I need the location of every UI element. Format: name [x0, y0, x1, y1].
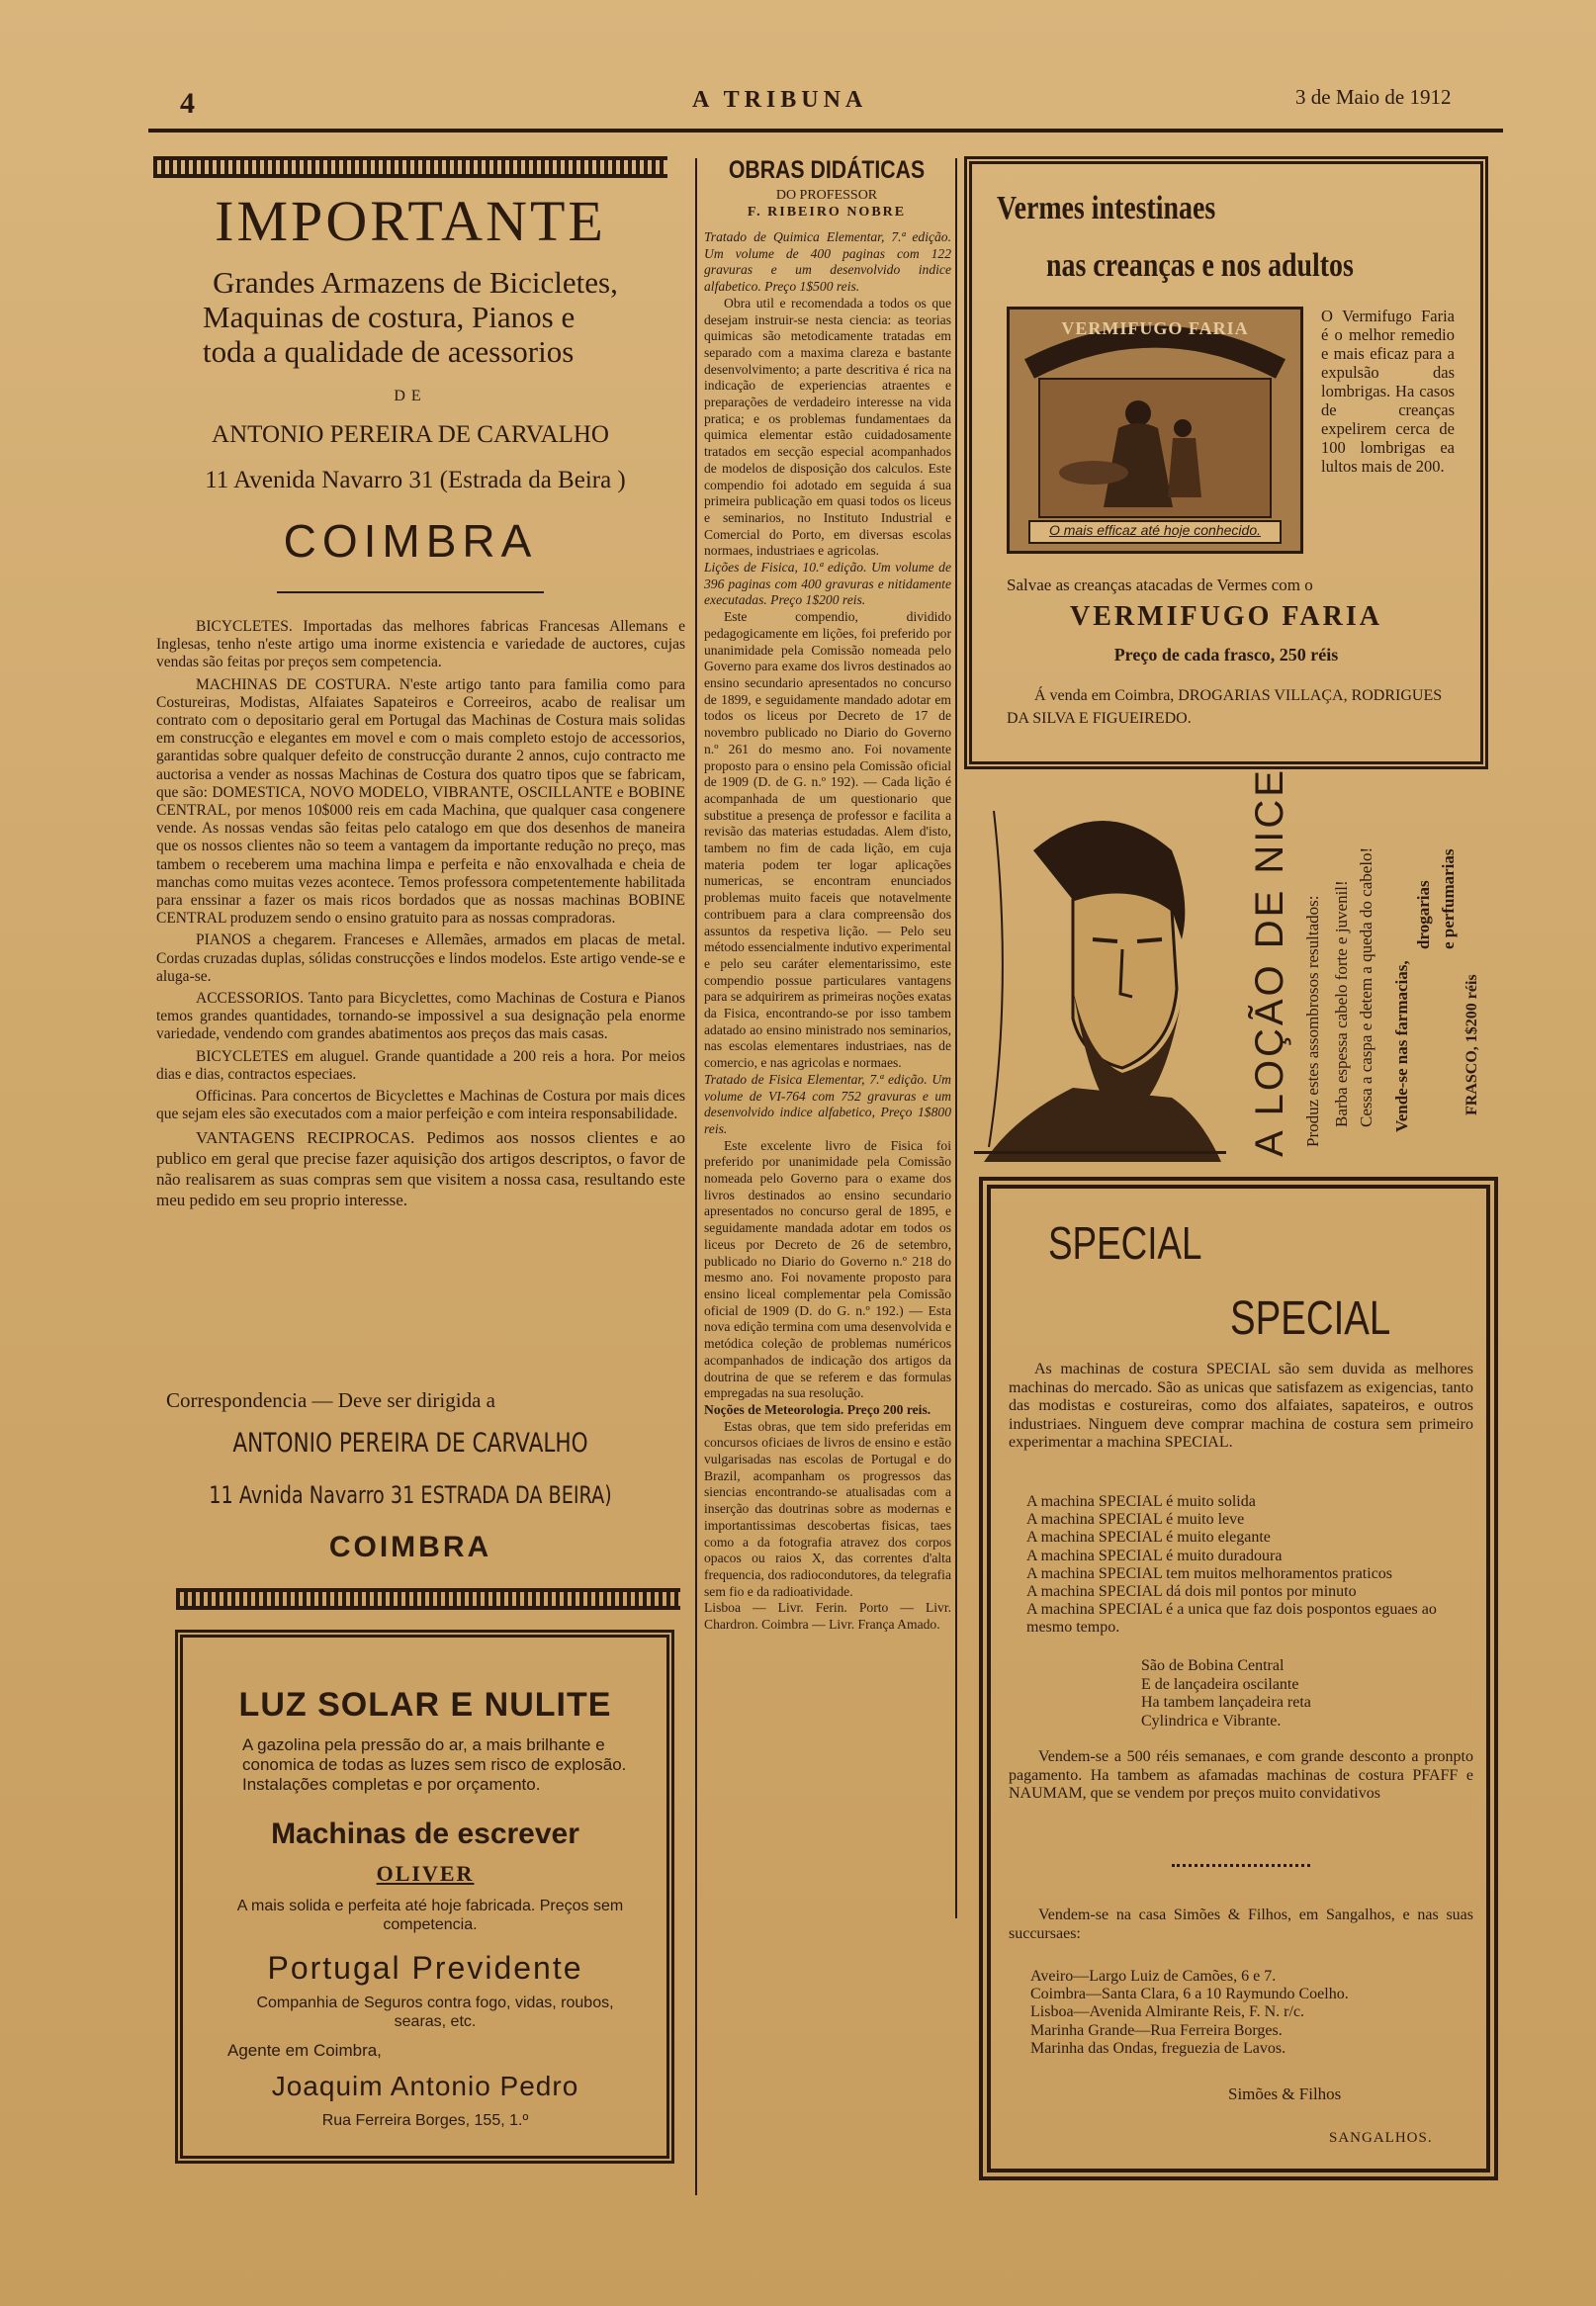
locao-line-5: drogarias — [1414, 880, 1433, 949]
list-item: A machina SPECIAL é muito elegante — [1026, 1529, 1271, 1547]
obras-body — [704, 229, 951, 1634]
paragraph: BICYCLETES. Importadas das melhores fabricas Francesas Allemans e Inglesas, tenho n'este artigo uma inorme existencia e variedade de auctores, cujas vendas são feitas por preços sem competencia. — [156, 618, 685, 671]
page-number: 4 — [180, 87, 195, 120]
locao-line-3: Cessa a caspa e detem a queda do cabelo! — [1357, 846, 1375, 1127]
newspaper-title: A TRIBUNA — [692, 87, 868, 113]
luz-solar-title: LUZ SOLAR E NULITE — [238, 1686, 612, 1724]
paragraph: VANTAGENS RECIPROCAS. Pedimos aos nossos clientes e ao publico em geral que precise fazer aquisição dos artigos descriptos, o favor de não realisarem as suas compras sem que visitem a nossa casa, resultando este meu pedido em seu proprio interesse. — [156, 1128, 685, 1210]
list-item: A machina SPECIAL é muito solida — [1026, 1493, 1256, 1510]
mother-child-illustration — [1010, 310, 1300, 551]
special-list — [1026, 1493, 1481, 1638]
importante-intro — [148, 265, 682, 369]
obras-subtitle: DO PROFESSOR — [775, 188, 878, 203]
vermes-title-2: nas creanças e nos adultos — [1046, 247, 1354, 284]
vermifugo-price: Preço de cada frasco, 250 réis — [1113, 645, 1339, 665]
column-rule-1 — [695, 158, 697, 2195]
vermifugo-side-text: O Vermifugo Faria é o melhor remedio e mais eficaz para a expulsão das lombrigas. Ha casos de creanças expelirem cerca de 100 lombrigas ea lultos mais de 200. — [1321, 307, 1455, 476]
branch-item: Aveiro—Largo Luiz de Camões, 6 e 7. — [1030, 1968, 1277, 1985]
special-branches — [1030, 1968, 1349, 2058]
branch-item: Marinha Grande—Rua Ferreira Borges. — [1030, 2021, 1283, 2039]
insurance-title: Portugal Previdente — [267, 1950, 583, 1986]
vermifugo-label-top: VERMIFUGO FARIA — [1061, 318, 1249, 338]
branch-item: Coimbra—Santa Clara, 6 a 10 Raymundo Coelho. — [1030, 1986, 1349, 2003]
vermifugo-engraving — [1007, 307, 1303, 554]
typewriter-title: Machinas de escrever — [271, 1818, 579, 1850]
branch-item: Lisboa—Avenida Almirante Reis, F. N. r/c. — [1030, 2003, 1305, 2021]
paragraph: ACCESSORIOS. Tanto para Bicyclettes, como Machinas de Costura e Pianos temos grandes quantidades, tornando-se impossivel a sua designação pela enorme variedade, vendendo com grandes abatimentos aos preços das mais casas. — [156, 990, 685, 1043]
importante-body — [156, 618, 685, 1210]
paragraph: Este compendio, dividido pedagogicamente em lições, foi preferido por unanimidade pela Comissão nomeada pelo Governo para exame dos livros destinados ao ensino secundario apresentados no concurso de 1899, e seguidamente mandado adotar em todos os liceus por Decreto de 17 de novembro publicado no Diario do Governo n.º 261 do mesmo ano. Foi novamente proposto para o ensino pela Comissão oficial de 1909 (D. de G. n.º 192). — Cada lição é acompanhada de um questionario que substitue a presença de professor e facilita a revisão das materias estudadas. Alem d'isto, tambem no fim de cada lição, em cuja materia podem ter logar aplicações numericas, se encontram enunciados problemas muito faceis que notavelmente contribuem para a clara compreensão dos assuntos da respetiva lição. — Pelo seu método essencialmente indutivo experimental e pelo seu caráter elementarissimo, este compendio possue particulares vantagens para se adquirirem as primeiras noções exatas da Fisica, encontrando-se por isso tambem adatado ao ensino ministrado nos seminarios, nas escolas elementares industriaes, nas de comercio, e nas agricolas e normaes. — [704, 609, 951, 1071]
correspondence-label: Correspondencia — Deve ser dirigida a — [166, 1388, 495, 1412]
list-item: Ha tambem lançadeira reta — [1141, 1694, 1311, 1711]
special-title-1: SPECIAL — [1048, 1217, 1202, 1269]
special-firm: Simões & Filhos — [1228, 2084, 1342, 2103]
locao-portrait — [974, 791, 1231, 1162]
list-item: A machina SPECIAL tem muitos melhoramentos praticos — [1026, 1564, 1393, 1582]
locao-line-6: e perfumarias — [1439, 848, 1458, 949]
greek-key-border-top — [153, 156, 667, 178]
agent-name: Joaquim Antonio Pedro — [271, 2071, 579, 2101]
header-rule — [148, 129, 1503, 133]
paragraph: Officinas. Para concertos de Bicyclettes e Machinas de Costura por mais dices que sejam eles são executados com a maior perfeição e com inteira responsabilidade. — [156, 1088, 685, 1123]
divider — [277, 591, 544, 593]
vermes-title-1: Vermes intestinaes — [997, 190, 1216, 226]
divider — [1172, 1864, 1310, 1870]
paragraph: PIANOS a chegarem. Franceses e Allemães, armados em placas de metal. Cordas cruzadas duplas, sólidas construcções e lindos modelos. Este artigo vende-se e aluga-se. — [156, 931, 685, 985]
locao-line-4: Vende-se nas farmacias, — [1392, 960, 1411, 1132]
list-item: A machina SPECIAL dá dois mil pontos por minuto — [1026, 1583, 1357, 1601]
correspondence-city: COIMBRA — [328, 1531, 492, 1563]
vermifugo-brand: VERMIFUGO FARIA — [1070, 601, 1382, 632]
typewriter-text: A mais solida e perfeita até hoje fabricada. Preços sem competencia. — [236, 1898, 624, 1933]
luz-solar-text: A gazolina pela pressão do ar, a mais brilhante e conomica de todas as luzes sem risco de explosão. Instalações completas e por orçamento. — [242, 1735, 627, 1794]
list-item: E de lançadeira oscilante — [1141, 1675, 1299, 1693]
locao-price: FRASCO, 1$200 réis — [1463, 974, 1480, 1115]
paragraph: Este excelente livro de Fisica foi preferido por unanimidade pela Comissão nomeada pelo Governo para o exame dos livros destinados ao ensino secundario apresentados no concurso geral de 1895, e seguidamente mandada adotar em todos os liceus por Decreto de 26 de setembro, publicado no Diario do Governo n.º 218 do mesmo ano. Foi novamente proposto para ensino liceal complementar pela Comissão oficial de 1909 (D. do G. n.º 192.) — Esta nova edição termina com uma desenvolvida e metódica coleção de problemas numéricos acompanhados de indicação dos artigos da doutrina de que se referem e das formulas empregadas na sua resolução. — [704, 1137, 951, 1401]
paragraph: MACHINAS DE COSTURA. N'este artigo tanto para familia como para Costureiras, Modistas, Alfaiates Sapateiros e Correeiros, acabo de realisar um contrato com o depositario geral em Portugal das Machinas de Costura mais solidas em construcção e elegantes em movel e com o mais completo estojo de accessorios, garantidas sobre qualquer defeito de construcção durante 2 annos, cujo contracto me auctorisa a vender as nossas Machinas de Costura dos quatro tipos que se fabricam, que são: DOMESTICA, NOVO MODELO, VIBRANTE, OSCILLANTE e BOBINE CENTRAL, por menos 10$000 reis em cada Machina, que qualquer casa congenere vende. As nossas vendas são feitas pelo catalogo em que dos desenhos de maneira que os nossos clientes não so teem a vantagem da importante redução no preço, mas tambem o receberem uma machina limpa e perfeita e não enxovalhada e cheia de manchas como muitas vezes acontece. Temos professora competentemente habilitada para enssinar a fazer os mais ricos bordados que as nossas machinas BOBINE CENTRAL produzem sendo o ensino gratuito para as nossas compradoras. — [156, 675, 685, 928]
importante-headline: IMPORTANTE — [215, 189, 606, 253]
owner-name: ANTONIO PEREIRA DE CARVALHO — [212, 421, 609, 448]
column-rule-2 — [955, 158, 957, 1918]
obras-title: OBRAS DIDÁTICAS — [728, 156, 926, 184]
locao-line-2: Barba espessa cabelo forte e juvenil! — [1332, 880, 1351, 1127]
portrait-base — [974, 1151, 1226, 1154]
paragraph: BICYCLETES em aluguel. Grande quantidade a 200 reis a hora. Por meios dias e dias, contractos especiaes. — [156, 1047, 685, 1083]
issue-date: 3 de Maio de 1912 — [1295, 85, 1452, 109]
greek-key-border-bottom — [176, 1588, 680, 1610]
special-sold-at: Vendem-se na casa Simões & Filhos, em Sangalhos, e nas suas succursaes: — [1009, 1907, 1473, 1942]
special-place: SANGALHOS. — [1329, 2130, 1433, 2146]
city-coimbra: COIMBRA — [283, 515, 538, 567]
intro-line: Maquinas de costura, Pianos e — [203, 300, 576, 334]
owner-address: 11 Avenida Navarro 31 (Estrada da Beira ) — [205, 467, 626, 493]
list-item: São de Bobina Central — [1141, 1657, 1285, 1674]
special-title-2: SPECIAL — [1230, 1292, 1391, 1345]
special-intro: As machinas de costura SPECIAL são sem duvida as melhores machinas do mercado. São as unicas que satisfazem as exigencias, tanto das modistas e costureiras, como dos alfaiates, sapateiros, e outros industriaes. Ninguem deve comprar machina de costura sem primeiro experimentar a machina SPECIAL. — [1009, 1361, 1473, 1451]
de-label: DE — [394, 388, 427, 404]
branch-item: Marinha das Ondas, freguezia de Lavos. — [1030, 2039, 1286, 2057]
locao-line-1: Produz estes assombrosos resultados: — [1303, 895, 1322, 1147]
special-bobina — [1141, 1657, 1311, 1730]
paragraph: Noções de Meteorologia. Preço 200 reis. — [704, 1401, 931, 1417]
paragraph: Estas obras, que tem sido preferidas em concursos oficiaes de livros de ensino e estão vulgarisadas nas escolas de Portugal e do Brazil, acompanham os progressos das siencias encontrando-se atualisadas com a inserção das doutrinas sobre as modernas e importantissimas descobertas fisicas, taes como a da fotografia atravez dos corpos opacos ou raios X, das correntes d'alta frequencia, dos radiocondutores, da telegrafia sem fio e da radioatividade. — [704, 1418, 951, 1599]
vermifugo-label-bottom: O mais efficaz até hoje conhecido. — [1048, 522, 1261, 538]
intro-line: Grandes Armazens de Bicicletes, — [213, 265, 618, 300]
man-portrait-illustration — [974, 791, 1231, 1162]
obras-author: F. RIBEIRO NOBRE — [747, 205, 907, 220]
special-sales: Vendem-se a 500 réis semanaes, e com grande desconto a pronpto pagamento. Ha tambem as afamadas machinas de costura PFAFF e NAUMAM, que se vendem por preços muito convidativos — [1009, 1748, 1473, 1802]
correspondence-address: 11 Avnida Navarro 31 ESTRADA DA BEIRA) — [209, 1481, 612, 1509]
insurance-text: Companhia de Seguros contra fogo, vidas, roubos, searas, etc. — [256, 1995, 614, 2030]
typewriter-brand: OLIVER — [376, 1861, 475, 1886]
vermifugo-salvae: Salvae as creanças atacadas de Vermes com o — [1007, 576, 1313, 594]
vermifugo-sale: Á venda em Coimbra, DROGARIAS VILLAÇA, RODRIGUES DA SILVA E FIGUEIREDO. — [1007, 687, 1443, 727]
paragraph: Tratado de Fisica Elementar, 7.ª edição. Um volume de VI-764 com 752 gravuras e um desenvolvido indice alfabetico, Preço 1$800 reis. — [704, 1071, 951, 1136]
paragraph: Obra util e recomendada a todos os que desejam instruir-se nesta ciencia: as teorias quimicas são metodicamente tratadas em separado com a maxima clareza e bastante desenvolvimento; a parte descritiva é rica na indicação de experiencias atraentes e preparações de verdadeiro interesse na vida pratica; e os problemas fundamentaes da quimica elementar estão cuidadosamente tratados em secção especial acompanhados de modelos de disposição dos calculos. Este compendio foi adotado em seguida á sua primeira publicação em quasi todos os liceus e seminarios, no Instituto Industrial e Comercial do Porto, em diversas escolas normaes, industriaes e agricolas. — [704, 295, 951, 559]
intro-line: toda a qualidade de acessorios — [203, 334, 575, 369]
list-item: A machina SPECIAL é muito duradoura — [1026, 1547, 1283, 1564]
list-item: A machina SPECIAL é a unica que faz dois pospontos eguaes ao mesmo tempo. — [1026, 1601, 1437, 1637]
agent-address: Rua Ferreira Borges, 155, 1.º — [321, 2112, 529, 2129]
paragraph: Lições de Fisica, 10.ª edição. Um volume de 396 paginas com 400 gravuras e nitidamente executadas. Preço 1$200 reis. — [704, 560, 951, 608]
list-item: A machina SPECIAL é muito leve — [1026, 1511, 1245, 1529]
locao-title: A LOÇÃO DE NICE — [1248, 767, 1291, 1157]
paragraph: Lisboa — Livr. Ferin. Porto — Livr. Chardron. Coimbra — Livr. França Amado. — [704, 1600, 951, 1633]
correspondence-name: ANTONIO PEREIRA DE CARVALHO — [232, 1428, 588, 1459]
list-item: Cylindrica e Vibrante. — [1141, 1712, 1282, 1730]
agent-label: Agente em Coimbra, — [227, 2041, 382, 2060]
paragraph: Tratado de Quimica Elementar, 7.ª edição. Um volume de 400 paginas com 122 gravuras e um desenvolvido indice alfabetico. Preço 1$500 reis. — [704, 229, 951, 295]
